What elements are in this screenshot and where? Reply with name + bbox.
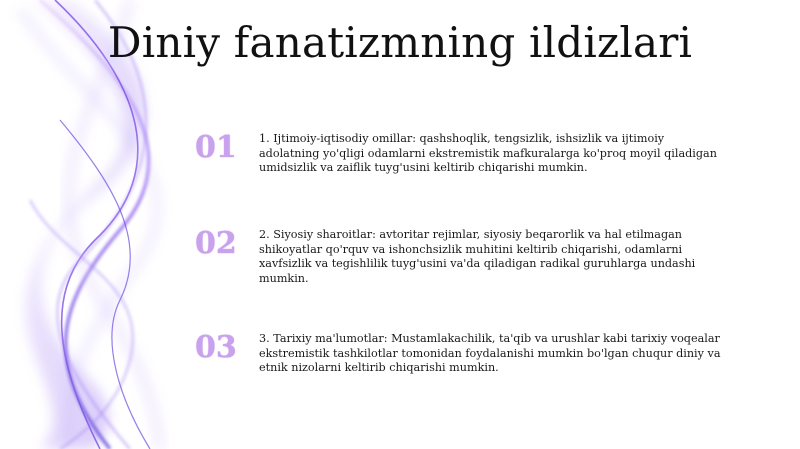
item-text: 3. Tarixiy ma'lumotlar: Mustamlakachilik, ta'qib va urushlar kabi tarixiy voqealar ekstremistik tashkilotlar tomonidan foydalanishi mumkin bo'lgan chuqur diniy va etnik nizolarni keltirib chiqarishi mumkin. [259,332,721,375]
item-number: 02 [195,226,237,261]
item-text: 1. Ijtimoiy-iqtisodiy omillar: qashshoqlik, tengsizlik, ishsizlik va ijtimoiy adolatning yo'qligi odamlarni ekstremistik mafkuralarga ko'proq moyil qiladigan umidsizlik va zaiflik tuyg'usini keltirib chiqarishi mumkin. [259,132,717,175]
item-number: 03 [195,330,237,365]
item-number: 01 [195,130,237,165]
item-text: 2. Siyosiy sharoitlar: avtoritar rejimlar, siyosiy beqarorlik va hal etilmagan shikoyatlar qo'rquv va ishonchsizlik muhitini keltirib chiqarishi, odamlarni xavfsizlik va tegishlilik tuyg'usini va'da qiladigan radikal guruhlarga undashi mumkin. [259,228,696,285]
page-title: Diniy fanatizmning ildizlari [107,18,693,67]
